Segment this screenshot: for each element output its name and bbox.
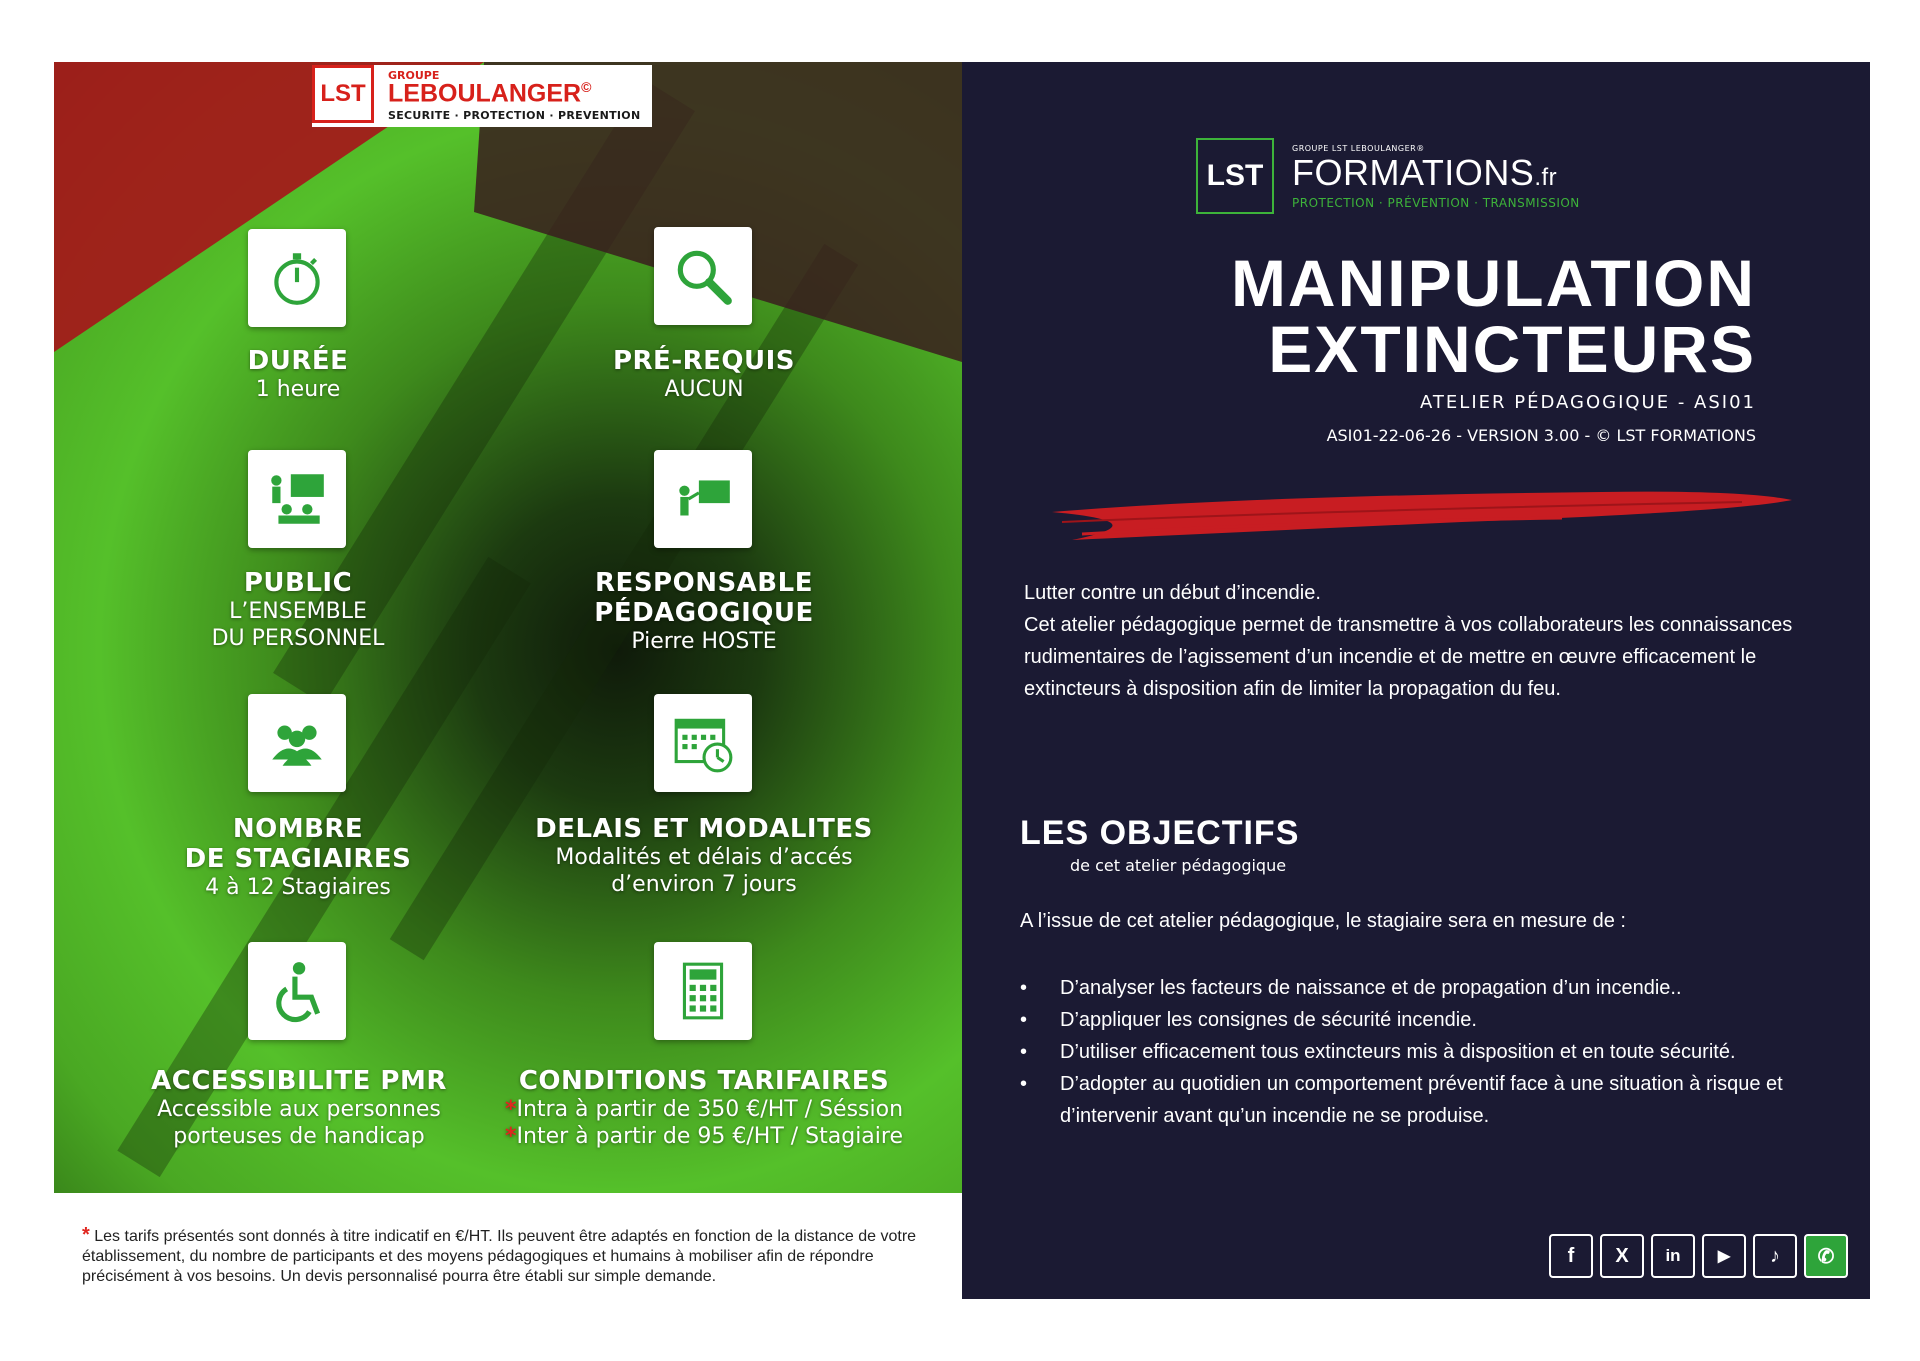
group-icon [248, 694, 346, 792]
youtube-icon[interactable]: ▶ [1702, 1234, 1746, 1278]
objectives-lead: A l’issue de cet atelier pédagogique, le stagiaire sera en mesure de : [1020, 910, 1626, 932]
x-icon[interactable]: X [1600, 1234, 1644, 1278]
logo-tagline: PROTECTION · PRÉVENTION · TRANSMISSION [1292, 196, 1580, 210]
feature-title: RESPONSABLE [595, 568, 813, 598]
lst-green-box: LST [1196, 138, 1274, 214]
classroom-icon [248, 450, 346, 548]
logo-name: FORMATIONS.fr [1292, 152, 1558, 193]
objectives-title: LES OBJECTIFS [1020, 814, 1300, 852]
feature-title: CONDITIONS TARIFAIRES [518, 1066, 890, 1096]
lst-red-box: LST [312, 65, 374, 123]
objectives-subtitle: de cet atelier pédagogique [1070, 856, 1287, 875]
feature-tarifs [484, 1066, 924, 1150]
feature-value: L’ENSEMBLE [229, 599, 367, 624]
version-label: ASI01-22-06-26 - VERSION 3.00 - © LST FORMATIONS [1326, 426, 1756, 445]
magnifier-icon [654, 227, 752, 325]
right-panel [962, 62, 1870, 1299]
leboulanger-logo [312, 65, 652, 127]
feature-value: *Inter à partir de 95 €/HT / Stagiaire [505, 1124, 903, 1149]
tiktok-icon[interactable]: ♪ [1753, 1234, 1797, 1278]
teacher-icon [654, 450, 752, 548]
calculator-icon [654, 942, 752, 1040]
list-item: • D’adopter au quotidien un comportement préventif face à une situation à risque et d’intervenir avant qu’un incendie ne se produise. [1020, 1068, 1840, 1132]
pricing-footnote [82, 1225, 922, 1287]
logo-tagline: SECURITE · PROTECTION · PREVENTION [388, 109, 641, 122]
feature-value: Modalités et délais d’accés [555, 845, 853, 870]
wheelchair-icon [248, 942, 346, 1040]
footnote-text: Les tarifs présentés sont donnés à titre indicatif en €/HT. Ils peuvent être adaptés en fonction de la distance de votre établissement, du nombre de participants et des moyens pédagogiques et humains à mobiliser afin de répondre précisément à vos besoins. Un devis personnalisé pourra être établi sur simple demande. [82, 1228, 917, 1285]
feature-duree [154, 346, 442, 403]
feature-delais [524, 814, 884, 898]
list-item: • D’appliquer les consignes de sécurité incendie. [1020, 1004, 1840, 1036]
asterisk: * [505, 1124, 517, 1149]
left-panel [54, 62, 962, 1193]
whatsapp-icon[interactable]: ✆ [1804, 1234, 1848, 1278]
feature-title: DURÉE [247, 346, 349, 376]
feature-responsable [544, 568, 864, 655]
logo-name: LEBOULANGER© [388, 79, 592, 108]
feature-nombre [154, 814, 442, 901]
feature-title: PRÉ-REQUIS [612, 346, 796, 376]
feature-title: ACCESSIBILITE PMR [151, 1066, 447, 1096]
feature-value: Pierre HOSTE [631, 629, 777, 654]
social-links [1549, 1234, 1848, 1278]
feature-title: NOMBRE [232, 814, 364, 844]
feature-value: d’environ 7 jours [611, 872, 797, 897]
feature-prerequis [564, 346, 844, 403]
page-title: MANIPULATION EXTINCTEURS [1230, 246, 1756, 386]
feature-value: *Intra à partir de 350 €/HT / Séssion [504, 1097, 904, 1122]
asterisk: * [504, 1097, 517, 1122]
logo-groupe-text: GROUPE [388, 69, 440, 82]
logo-groupe-text: GROUPE LST LEBOULANGER® [1292, 144, 1425, 153]
intro-text: Lutter contre un début d’incendie. Cet atelier pédagogique permet de transmettre à vos collaborateurs les connaissances rudimentaires de l’agissement d’un incendie et de mettre en œuvre efficacement le extincteurs à disposition afin de limiter la propagation du feu. [1024, 582, 1793, 700]
red-brush-stroke [1042, 482, 1802, 552]
calendar-clock-icon [654, 694, 752, 792]
objectives-list [1020, 972, 1840, 1132]
feature-public [154, 568, 442, 652]
page-subtitle: ATELIER PÉDAGOGIQUE - ASI01 [1420, 392, 1756, 413]
feature-value: 4 à 12 Stagiaires [205, 875, 391, 900]
feature-title: PUBLIC [243, 568, 353, 598]
facebook-icon[interactable]: f [1549, 1234, 1593, 1278]
lst-formations-logo [1196, 138, 1636, 218]
feature-value: DU PERSONNEL [211, 626, 385, 651]
feature-value: AUCUN [664, 377, 744, 402]
feature-title: PÉDAGOGIQUE [594, 598, 814, 628]
feature-title: DELAIS ET MODALITES [535, 814, 873, 844]
feature-title: DE STAGIAIRES [184, 844, 412, 874]
feature-value: porteuses de handicap [173, 1124, 425, 1149]
list-item: • D’utiliser efficacement tous extincteurs mis à disposition et en toute sécurité. [1020, 1036, 1840, 1068]
stopwatch-icon [248, 229, 346, 327]
list-item: • D’analyser les facteurs de naissance et de propagation d’un incendie.. [1020, 972, 1840, 1004]
feature-value: 1 heure [255, 377, 341, 402]
feature-accessibilite [134, 1066, 464, 1150]
linkedin-icon[interactable]: in [1651, 1234, 1695, 1278]
asterisk: * [82, 1224, 90, 1246]
feature-value: Accessible aux personnes [157, 1097, 441, 1122]
